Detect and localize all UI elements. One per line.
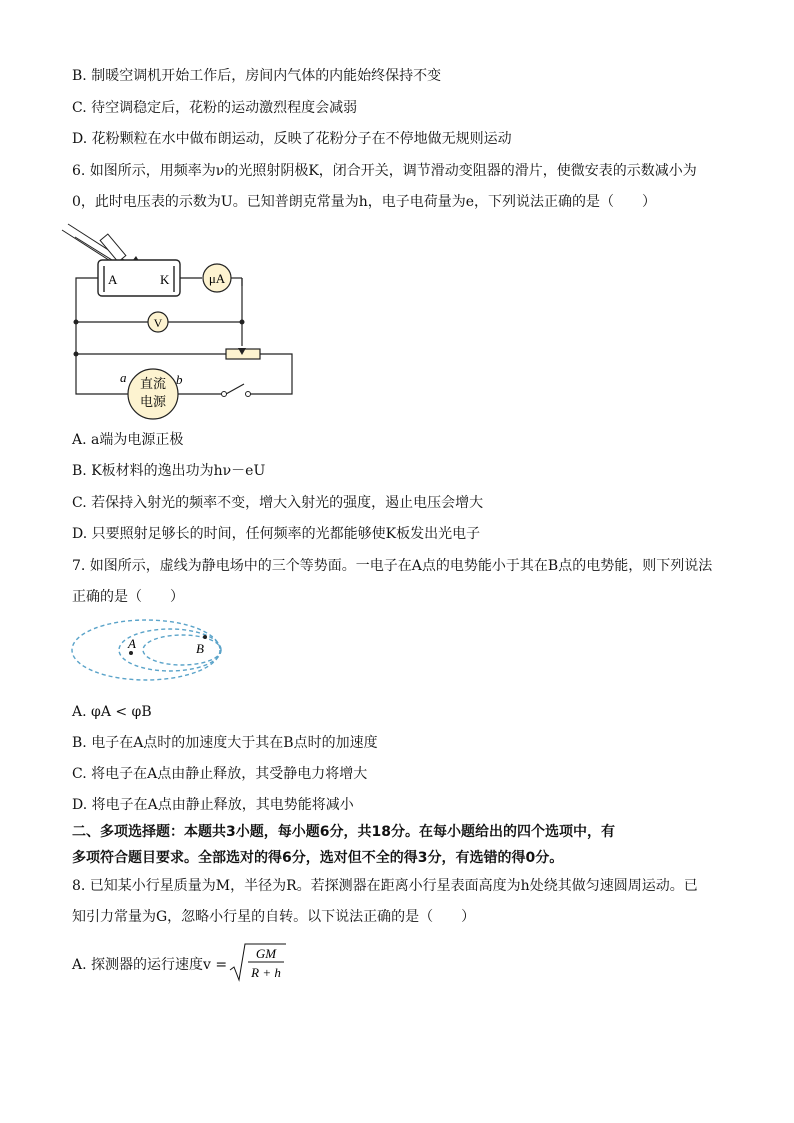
q6-option-c: C. 若保持入射光的频率不变，增大入射光的强度，遏止电压会增大 [72,495,484,511]
q5-option-c: C. 待空调稳定后，花粉的运动激烈程度会减弱 [72,100,358,116]
q7-option-b: B. 电子在A点时的加速度大于其在B点时的加速度 [72,735,378,751]
section2-heading-line1: 二、多项选择题：本题共3小题，每小题6分，共18分。在每小题给出的四个选项中，有 [72,824,615,840]
q8-stem-line1: 8. 已知某小行星质量为M，半径为R。若探测器在距离小行星表面高度为h处绕其做匀速圆周运动。已 [72,878,698,894]
source-label-line1: 直流 [139,377,167,392]
q6-option-b: B. K板材料的逸出功为hν－eU [72,463,266,479]
q6-stem-line1: 6. 如图所示，用频率为ν的光照射阴极K，闭合开关，调节滑动变阻器的滑片，使微安表的示数减小为 [72,163,697,179]
q6-circuit-diagram [60,222,310,422]
q7-equipotential-diagram [70,618,230,698]
q7-stem-line2: 正确的是（ ） [72,589,184,605]
point-a [129,651,133,655]
microammeter-label: μA [208,271,226,286]
q7-stem-line1: 7. 如图所示，虚线为静电场中的三个等势面。一电子在A点的电势能小于其在B点的电势能，则下列说法 [72,558,713,574]
q6-option-a: A. a端为电源正极 [72,432,184,448]
voltmeter-label: V [153,316,163,330]
q6-option-d: D. 只要照射足够长的时间，任何频率的光都能够使K板发出光电子 [72,526,481,542]
q8-stem-line2: 知引力常量为G，忽略小行星的自转。以下说法正确的是（ ） [72,909,476,925]
source-label-line2: 电源 [139,395,167,410]
q7-option-c: C. 将电子在A点由静止释放，其受静电力将增大 [72,766,368,782]
section2-heading-line2: 多项符合题目要求。全部选对的得6分，选对但不全的得3分，有选错的得0分。 [72,850,564,866]
q6-stem-line2: 0，此时电压表的示数为U。已知普朗克常量为h，电子电荷量为e，下列说法正确的是（ ） [72,194,657,210]
q5-option-d: D. 花粉颗粒在水中做布朗运动，反映了花粉分子在不停地做无规则运动 [72,131,512,147]
electrode-k-label: K [160,272,170,287]
terminal-b-label: b [176,372,183,387]
point-b [203,635,207,639]
point-a-label: A [128,636,136,651]
q7-option-a: A. φA < φB [72,704,152,720]
formula-numerator: GM [255,946,277,961]
terminal-a-label: a [120,370,127,385]
equipotential-inner [143,635,221,665]
point-b-label: B [196,641,204,656]
q7-option-d: D. 将电子在A点由静止释放，其电势能将减小 [72,797,354,813]
q8-option-a [72,955,227,975]
q5-option-b: B. 制暖空调机开始工作后，房间内气体的内能始终保持不变 [72,68,442,84]
switch [222,392,227,397]
q8-option-a-prefix: A. 探测器的运行速度v = [72,957,228,973]
formula-denominator: R + h [251,965,281,980]
electrode-a-label: A [108,272,118,287]
q8-option-a-formula [228,940,288,984]
